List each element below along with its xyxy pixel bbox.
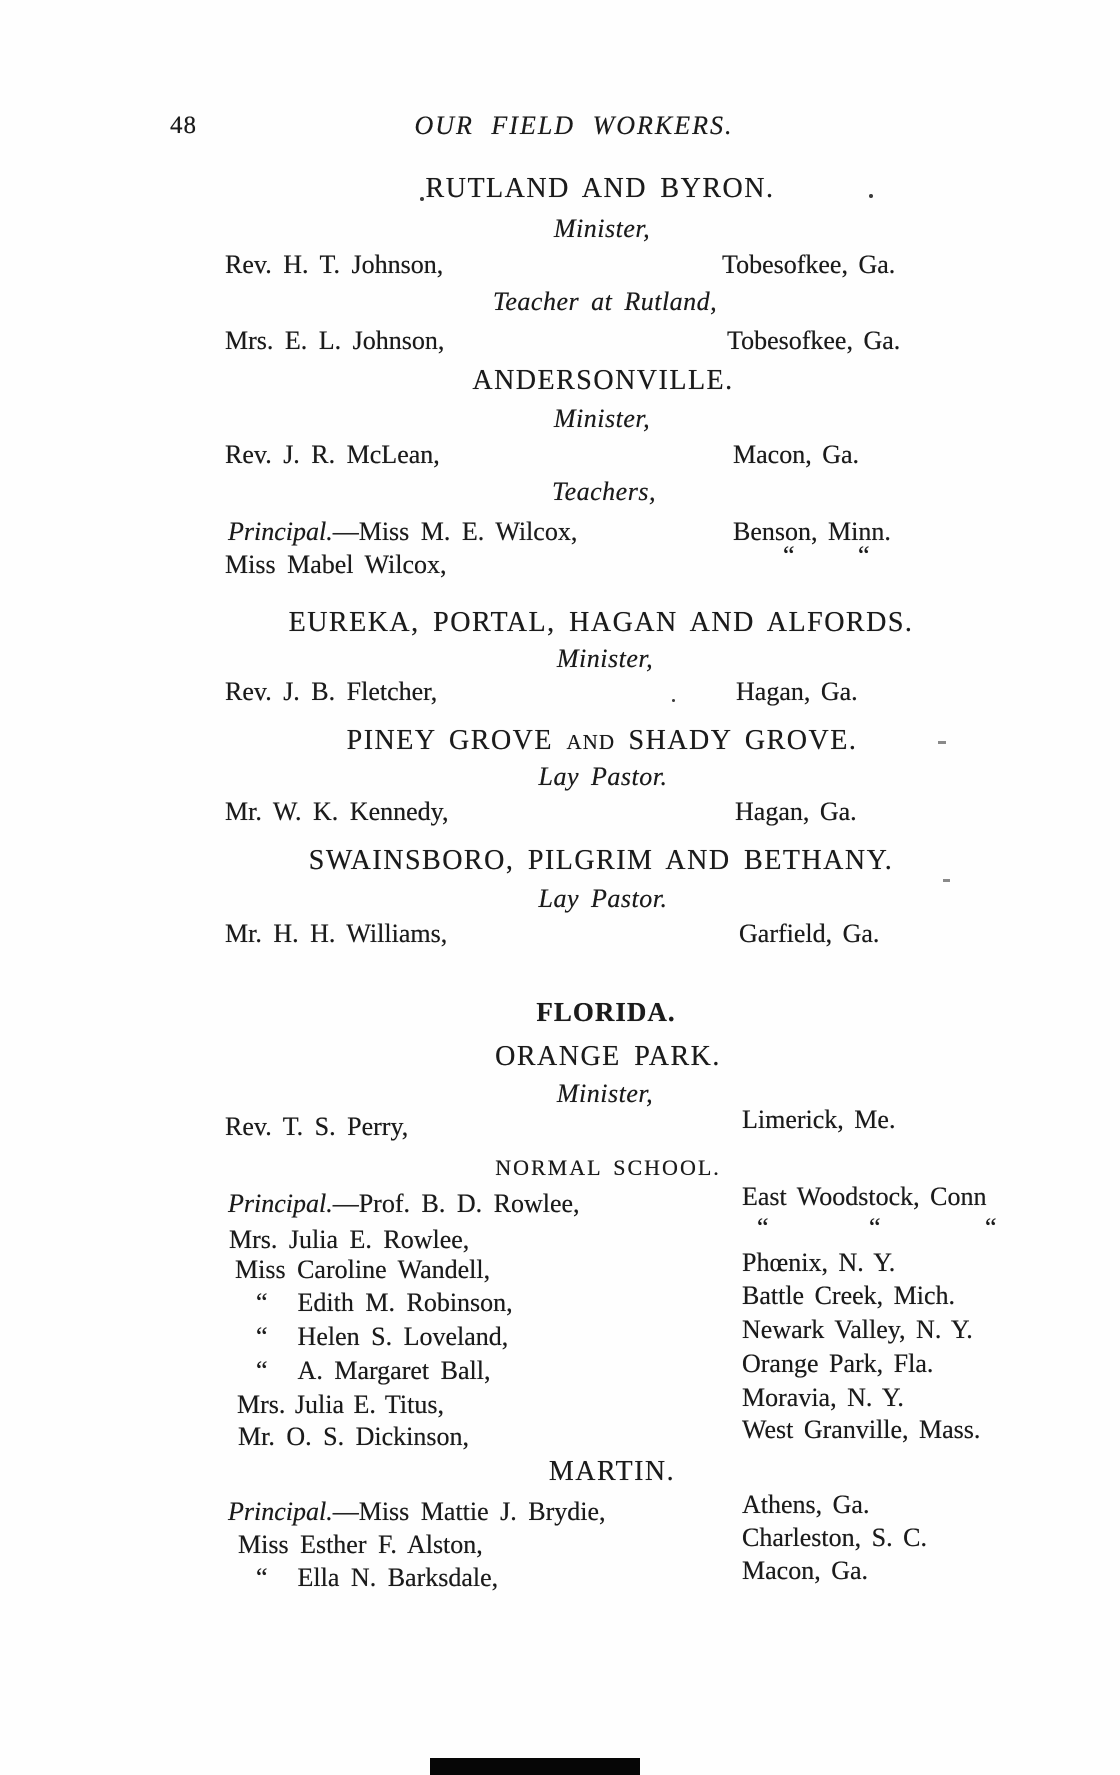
table-row <box>0 541 1120 582</box>
person-name: Rev. J. B. Fletcher, <box>225 677 438 706</box>
table-row <box>0 1105 1120 1144</box>
role-label: Minister, <box>556 1079 654 1108</box>
person-place: Phœnix, N. Y. <box>742 1248 896 1277</box>
page-number: 48 <box>170 112 197 139</box>
role-label: Minister, <box>553 404 651 433</box>
person-place: Limerick, Me. <box>742 1105 896 1134</box>
person-place: Charleston, S. C. <box>742 1523 927 1552</box>
section-heading-martin: MARTIN. <box>548 1456 676 1487</box>
person-name: Mrs. E. L. Johnson, <box>225 326 445 355</box>
person-name: Mr. H. H. Williams, <box>225 919 448 948</box>
person-name: Rev. J. R. McLean, <box>225 440 440 469</box>
person-place: Hagan, Ga. <box>736 677 858 706</box>
role-label: Lay Pastor. <box>538 884 668 913</box>
ditto-mark: “ <box>256 1288 268 1317</box>
ditto-mark: “ <box>858 541 870 570</box>
section-heading-orange-park: ORANGE PARK. <box>495 1041 721 1072</box>
ditto-mark: “ <box>757 1213 769 1242</box>
person-name: “ Ella N. Barksdale, <box>256 1563 499 1592</box>
person-place: West Granville, Mass. <box>742 1415 981 1444</box>
table-row <box>0 1415 1120 1454</box>
ditto-mark: “ <box>985 1213 997 1242</box>
person-place: Macon, Ga. <box>742 1556 869 1585</box>
person-name: Rev. H. T. Johnson, <box>225 250 444 279</box>
person-name: Mr. O. S. Dickinson, <box>238 1422 469 1451</box>
table-row <box>0 1523 1120 1562</box>
section-heading-piney-grove: PINEY GROVE AND SHADY GROVE. <box>346 725 858 756</box>
table-row <box>0 324 1120 358</box>
table-row <box>0 1182 1120 1221</box>
person-place: Moravia, N. Y. <box>742 1383 904 1412</box>
section-heading-andersonville: ANDERSONVILLE. <box>472 365 734 396</box>
person-place: Newark Valley, N. Y. <box>742 1315 973 1344</box>
person-place: Athens, Ga. <box>742 1490 870 1519</box>
role-label: Minister, <box>556 644 654 673</box>
person-name: Miss Mabel Wilcox, <box>225 550 447 579</box>
person-name: Rev. T. S. Perry, <box>225 1112 409 1141</box>
table-row <box>0 1349 1120 1388</box>
ditto-mark: “ <box>256 1356 268 1385</box>
table-row <box>0 1213 1120 1257</box>
scan-artifact-bar <box>430 1758 640 1775</box>
person-name: Miss Esther F. Alston, <box>238 1530 483 1559</box>
table-row <box>0 248 1120 282</box>
person-name: Principal.—Prof. B. D. Rowlee, <box>228 1189 580 1218</box>
person-name: Miss Caroline Wandell, <box>235 1255 491 1284</box>
person-name: “ A. Margaret Ball, <box>256 1356 491 1385</box>
table-row <box>0 795 1120 829</box>
table-row <box>0 917 1120 951</box>
person-place: Tobesofkee, Ga. <box>722 250 896 279</box>
state-heading-florida: FLORIDA. <box>536 997 676 1027</box>
table-row <box>0 1315 1120 1354</box>
person-place: Macon, Ga. <box>733 440 860 469</box>
role-label: Teachers, <box>552 477 656 506</box>
section-heading-rutland: RUTLAND AND BYRON. <box>425 173 775 204</box>
person-name: “ Helen S. Loveland, <box>256 1322 509 1351</box>
role-label: Minister, <box>553 214 651 243</box>
page-header <box>0 109 1120 143</box>
table-row <box>0 1556 1120 1595</box>
person-name: “ Edith M. Robinson, <box>256 1288 513 1317</box>
ditto-mark: “ <box>783 541 795 570</box>
table-row <box>0 675 1120 709</box>
ditto-mark: “ <box>256 1563 268 1592</box>
person-place: Orange Park, Fla. <box>742 1349 934 1378</box>
ditto-mark: “ <box>869 1213 881 1242</box>
person-name: Mrs. Julia E. Rowlee, <box>229 1225 470 1254</box>
person-place: Hagan, Ga. <box>735 797 857 826</box>
person-name: Mr. W. K. Kennedy, <box>225 797 449 826</box>
person-place: East Woodstock, Conn <box>742 1182 987 1211</box>
role-label: Teacher at Rutland, <box>492 287 718 316</box>
ditto-mark: “ <box>256 1322 268 1351</box>
person-place: Benson, Minn. <box>733 517 891 546</box>
person-name: Principal.—Miss Mattie J. Brydie, <box>228 1497 606 1526</box>
person-place: Battle Creek, Mich. <box>742 1281 956 1310</box>
person-place: Tobesofkee, Ga. <box>727 326 901 355</box>
running-title: OUR FIELD WORKERS. <box>414 111 734 140</box>
section-heading-swainsboro: SWAINSBORO, PILGRIM AND BETHANY. <box>308 845 894 876</box>
role-label: Lay Pastor. <box>538 762 668 791</box>
table-row <box>0 515 1120 549</box>
person-name: Mrs. Julia E. Titus, <box>237 1390 444 1419</box>
section-heading-eureka: EUREKA, PORTAL, HAGAN AND ALFORDS. <box>288 607 914 638</box>
table-row <box>0 438 1120 472</box>
table-row <box>0 1490 1120 1529</box>
person-name: Principal.—Miss M. E. Wilcox, <box>228 517 578 546</box>
school-heading-normal-school: NORMAL SCHOOL. <box>495 1155 721 1180</box>
person-place: Garfield, Ga. <box>739 919 880 948</box>
